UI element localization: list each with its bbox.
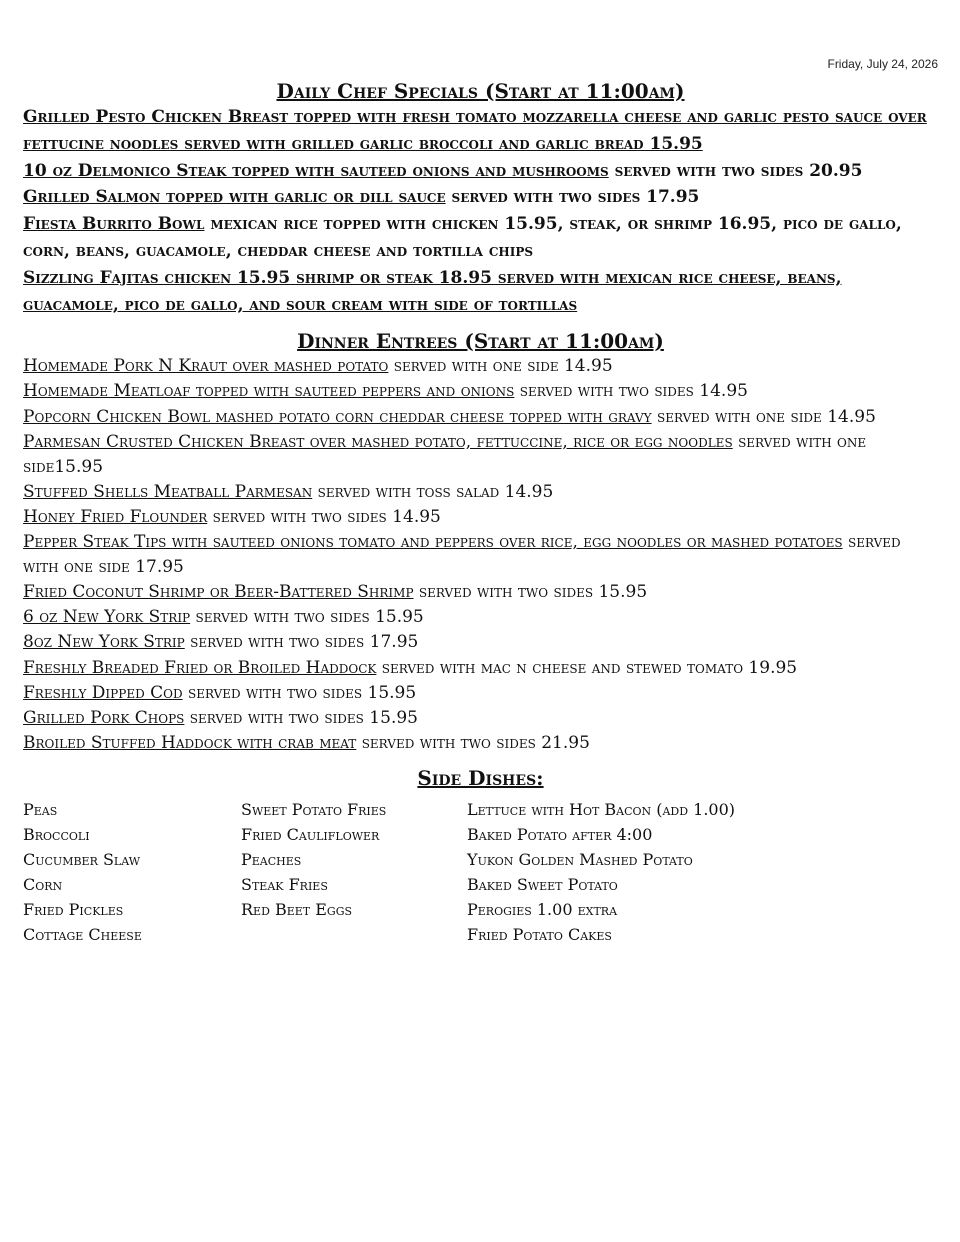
entree-item [23, 530, 938, 580]
special-item [23, 104, 938, 158]
side-dish: Fried Pickles [23, 899, 124, 919]
entree-item [23, 405, 938, 430]
daily-specials-heading: Daily Chef Specials (Start at 11:00am) [276, 79, 685, 103]
side-dishes-column-3 [467, 797, 927, 947]
dinner-entrees-section [23, 328, 938, 756]
side-dishes-column-2 [241, 797, 467, 947]
special-item [23, 211, 938, 265]
dinner-entrees-heading: Dinner Entrees (Start at 11:00am) [297, 329, 664, 354]
special-item [23, 184, 938, 211]
entree-item-detail: served with toss salad 14.95 [312, 481, 554, 502]
entree-item-detail: served with one side 17.95 [23, 532, 901, 578]
special-item-detail: mexican rice topped with chicken 15.95, steak, or shrimp 16.95, pico de gallo, corn, beans, guacamole, cheddar cheese and tortilla chips [23, 214, 902, 261]
entree-item-name: 6 oz New York Strip [23, 607, 191, 628]
side-dishes-heading: Side Dishes: [417, 765, 544, 790]
print-date: Friday, July 24, 2026 [827, 57, 938, 71]
entree-item-detail: served with one side15.95 [23, 431, 867, 477]
side-dish: Steak Fries [241, 874, 328, 894]
entree-item-detail: served with two sides 21.95 [356, 732, 590, 753]
entree-item-detail: served with two sides 15.95 [413, 582, 648, 603]
entree-item-name: Parmesan Crusted Chicken Breast over mashed potato, fettuccine, rice or egg noodles [23, 431, 733, 452]
side-dish: Red Beet Eggs [241, 899, 353, 919]
entree-item-name: Stuffed Shells Meatball Parmesan [23, 481, 313, 502]
entree-item-name: Homemade Pork N Kraut over mashed potato [23, 356, 389, 377]
entree-item-name: Honey Fried Flounder [23, 506, 208, 527]
side-dish: Lettuce with Hot Bacon (add 1.00) [467, 799, 736, 819]
special-item-name: Grilled Salmon topped with garlic or dill sauce [23, 187, 446, 208]
entree-item [23, 706, 938, 731]
entree-item-name: Homemade Meatloaf topped with sauteed peppers and onions [23, 381, 515, 402]
special-item-detail: served with two sides 20.95 [608, 160, 863, 181]
entree-item-name: Broiled Stuffed Haddock with crab meat [23, 732, 357, 753]
side-dish: Corn [23, 874, 63, 894]
menu-page [23, 78, 938, 947]
entree-item-name: Grilled Pork Chops [23, 707, 185, 728]
side-dish: Baked Sweet Potato [467, 874, 618, 894]
side-dish: Sweet Potato Fries [241, 799, 387, 819]
entree-item [23, 580, 938, 605]
entree-item-detail: served with mac n cheese and stewed tomato 19.95 [376, 657, 798, 678]
side-dish: Baked Potato after 4:00 [467, 824, 653, 844]
entree-item [23, 480, 938, 505]
side-dish: Yukon Golden Mashed Potato [467, 849, 693, 869]
entree-item-detail: served with two sides 17.95 [184, 632, 419, 653]
entree-item-detail: served with two sides 15.95 [182, 682, 417, 703]
side-dish: Cucumber Slaw [23, 849, 141, 869]
side-dish: Broccoli [23, 824, 90, 844]
entree-item [23, 430, 938, 480]
entree-item [23, 656, 938, 681]
special-item-name: 10 oz Delmonico Steak topped with sauteed onions and mushrooms [23, 160, 609, 181]
side-dishes-section [23, 765, 938, 947]
entree-item-detail: served with two sides 15.95 [184, 707, 418, 728]
entree-item [23, 605, 938, 630]
entree-item-detail: served with two sides 14.95 [207, 506, 441, 527]
special-item-name: Fiesta Burrito Bowl [23, 214, 205, 235]
entree-item-name: Freshly Breaded Fried or Broiled Haddock [23, 657, 377, 678]
entree-item-name: Freshly Dipped Cod [23, 682, 183, 703]
entree-item [23, 681, 938, 706]
entree-item [23, 731, 938, 756]
special-item [23, 158, 938, 185]
side-dish: Peaches [241, 849, 302, 869]
entree-item-detail: served with one side 14.95 [388, 356, 613, 377]
entree-item [23, 379, 938, 404]
entree-item-detail: served with one side 14.95 [651, 406, 876, 427]
side-dish: Cottage Cheese [23, 924, 142, 944]
special-item-name: Sizzling Fajitas chicken 15.95 shrimp or steak 18.95 served with mexican rice cheese, beans, guacamole, pico de gallo, and sour cream with side of tortillas [23, 267, 842, 315]
side-dish: Perogies 1.00 extra [467, 899, 618, 919]
special-item-name: Grilled Pesto Chicken Breast topped with fresh tomato mozzarella cheese and garlic pesto sauce over fettucine noodles served with grilled garlic broccoli and garlic bread 15.95 [23, 107, 927, 154]
side-dishes-column-1 [23, 797, 241, 947]
special-item [23, 265, 938, 319]
entree-item-name: Pepper Steak Tips with sauteed onions tomato and peppers over rice, egg noodles or mashed potatoes [23, 532, 843, 553]
entree-item-detail: served with two sides 14.95 [514, 381, 748, 402]
side-dishes-grid [23, 797, 938, 947]
daily-specials-section [23, 78, 938, 318]
entree-item [23, 354, 938, 379]
special-item-detail: served with two sides 17.95 [445, 187, 700, 208]
side-dish: Peas [23, 799, 58, 819]
entree-item-name: 8oz New York Strip [23, 632, 185, 653]
entree-item-name: Popcorn Chicken Bowl mashed potato corn cheddar cheese topped with gravy [23, 406, 652, 427]
entree-item [23, 630, 938, 655]
side-dish [241, 922, 467, 947]
side-dish: Fried Potato Cakes [467, 924, 612, 944]
entree-item-detail: served with two sides 15.95 [190, 607, 424, 628]
entree-item-name: Fried Coconut Shrimp or Beer-Battered Shrimp [23, 582, 414, 603]
entree-item [23, 505, 938, 530]
side-dish: Fried Cauliflower [241, 824, 380, 844]
